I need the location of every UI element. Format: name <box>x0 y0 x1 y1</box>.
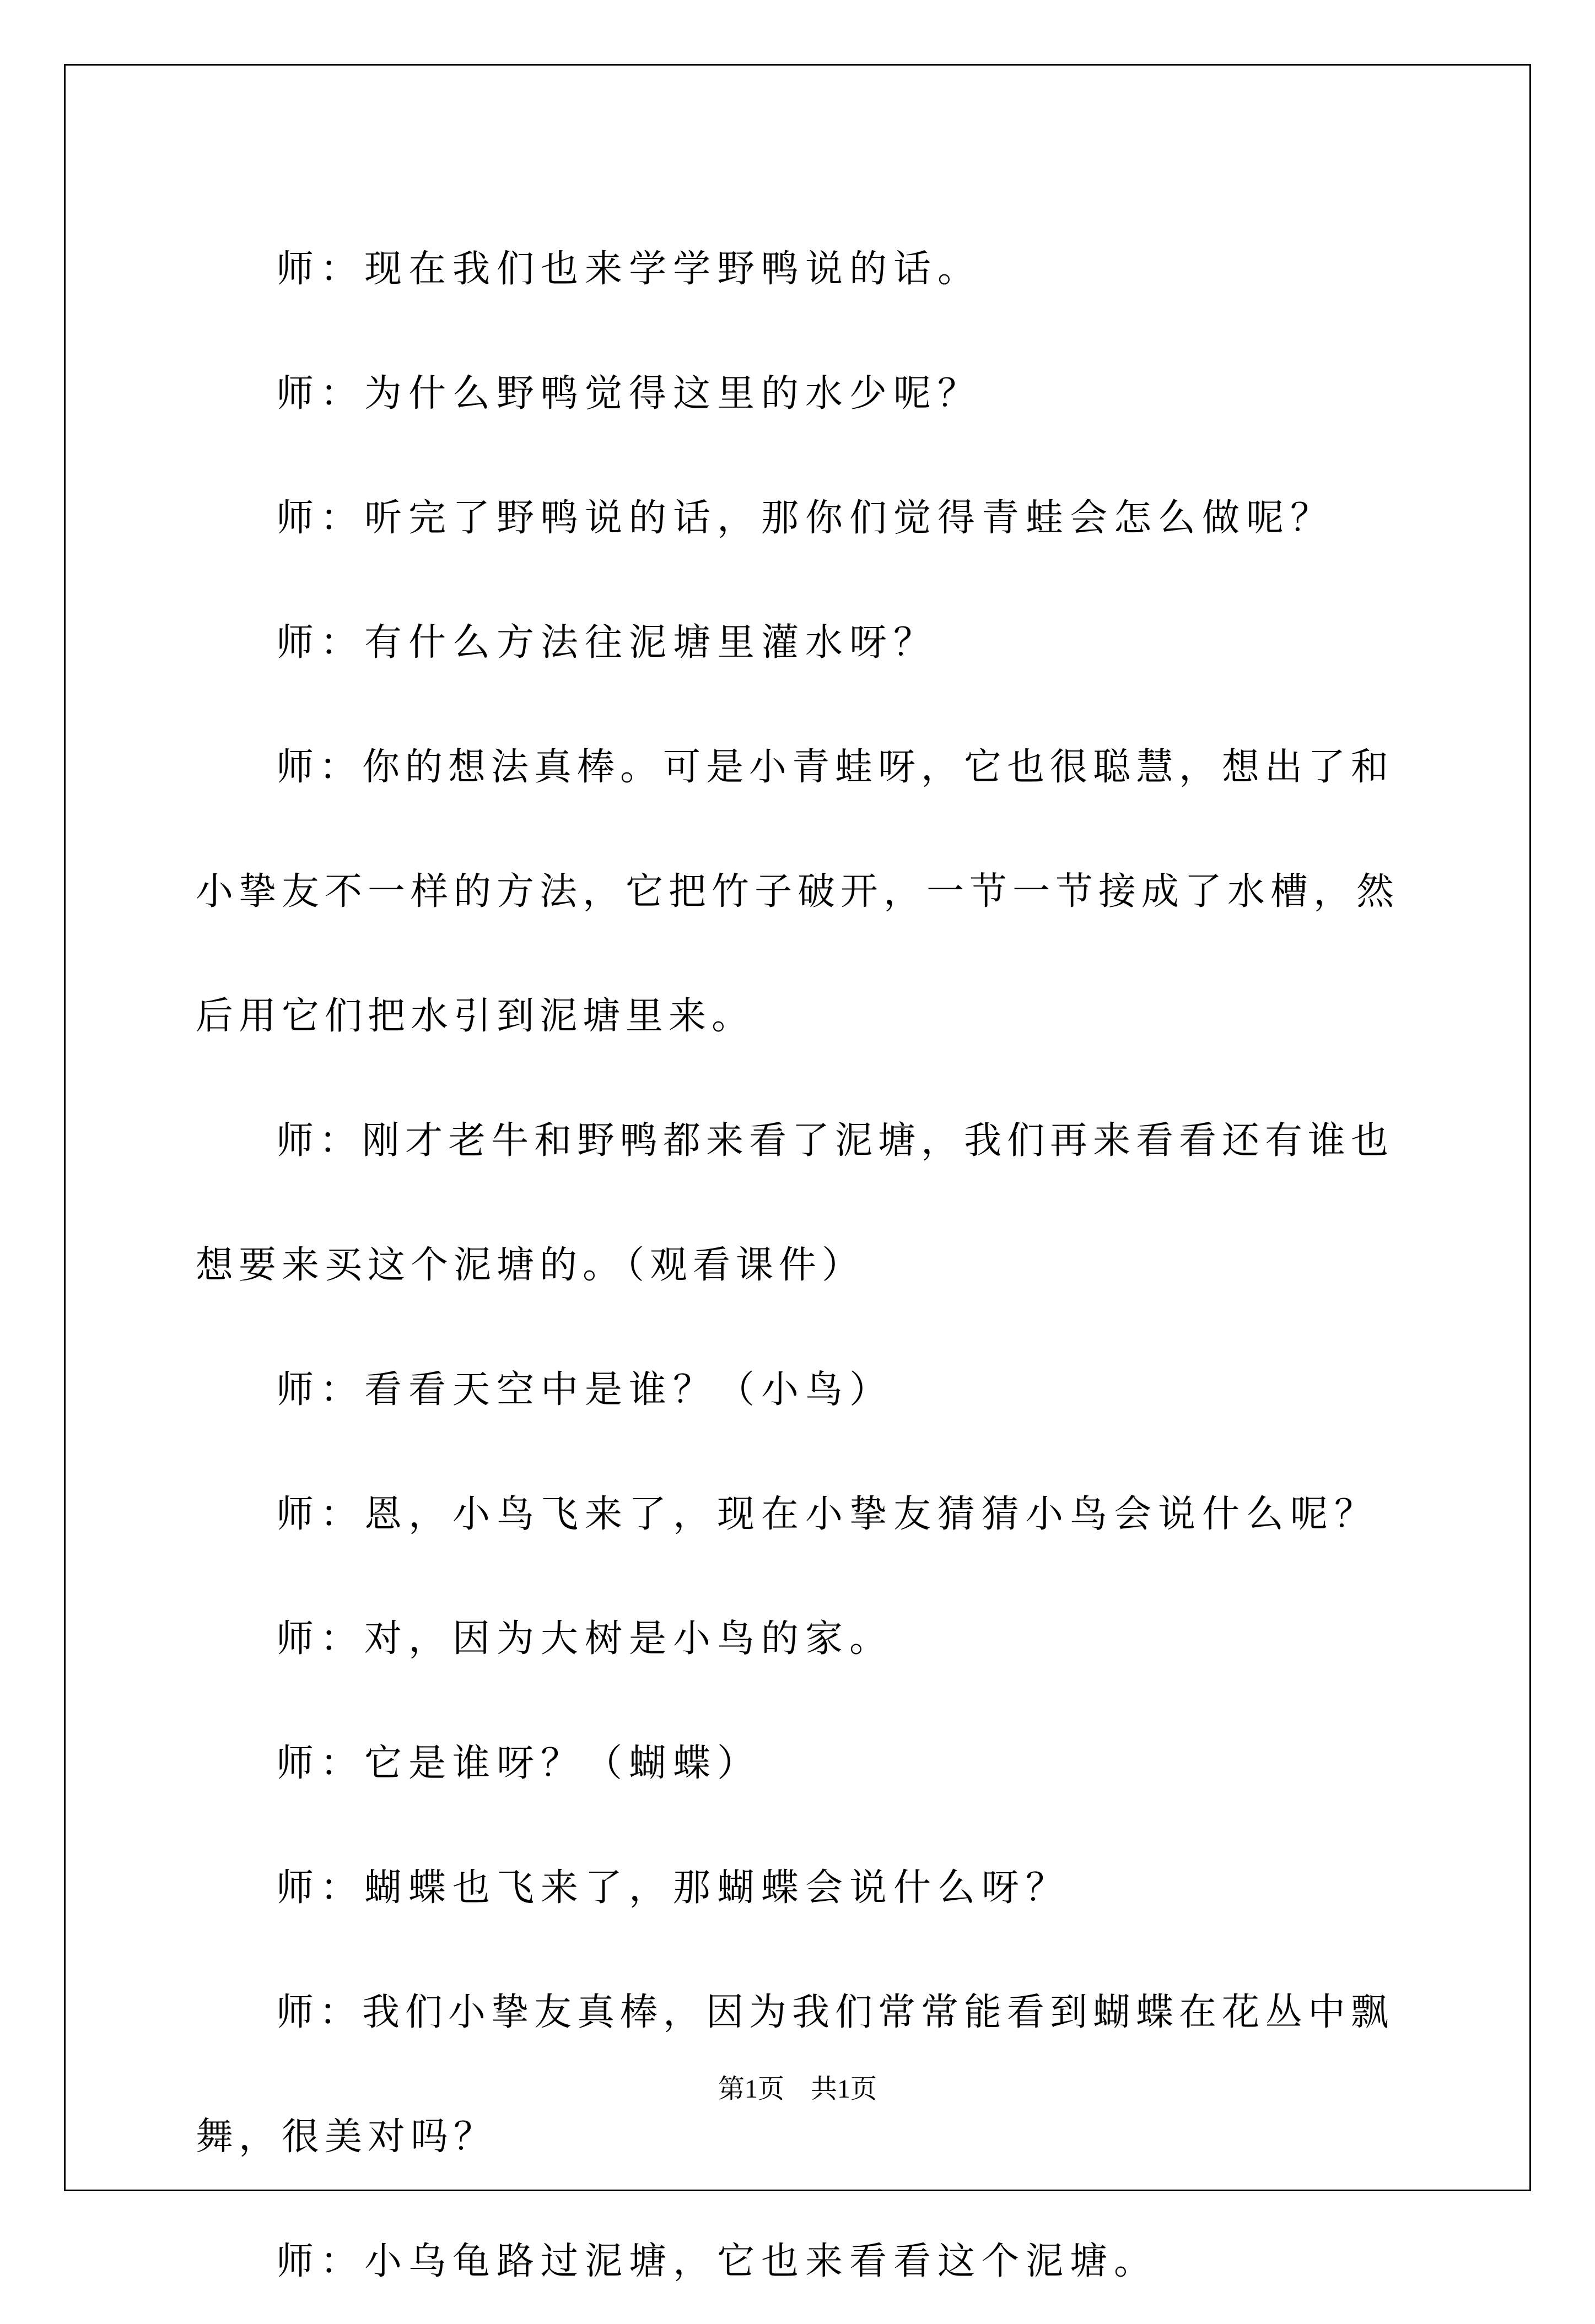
page-footer: 第1页 共1页 <box>718 2074 877 2104</box>
paragraph: 师：小乌龟路过泥塘，它也来看看这个泥塘。 <box>276 2240 1158 2283</box>
paragraph: 师：现在我们也来学学野鸭说的话。 <box>276 247 982 291</box>
paragraph: 师：恩，小鸟飞来了，现在小挚友猜猜小鸟会说什么呢？ <box>276 1493 1379 1536</box>
paragraph: 师：听完了野鸭说的话，那你们觉得青蛙会怎么做呢？ <box>276 496 1335 540</box>
paragraph: 师：对，因为大树是小鸟的家。 <box>276 1617 894 1661</box>
paragraph: 师：我们小挚友真棒，因为我们常常能看到蝴蝶在花丛中飘舞，很美对吗？ <box>196 1991 1394 2159</box>
paragraph: 师：为什么野鸭觉得这里的水少呢？ <box>276 372 982 415</box>
paragraph: 师：蝴蝶也飞来了，那蝴蝶会说什么呀？ <box>276 1866 1070 1910</box>
document-body <box>196 207 1408 2324</box>
paragraph: 师：你的想法真棒。可是小青蛙呀，它也很聪慧，想出了和小挚友不一样的方法，它把竹子破开，一节一节接成了水槽，然后用它们把水引到泥塘里来。 <box>196 745 1400 1038</box>
paragraph: 师：刚才老牛和野鸭都来看了泥塘，我们再来看看还有谁也想要来买这个泥塘的。（观看课件） <box>196 1119 1394 1287</box>
paragraph: 师：有什么方法往泥塘里灌水呀？ <box>276 621 938 664</box>
paragraph: 师：看看天空中是谁？（小鸟） <box>276 1368 894 1412</box>
paragraph: 师：它是谁呀？（蝴蝶） <box>276 1742 762 1785</box>
